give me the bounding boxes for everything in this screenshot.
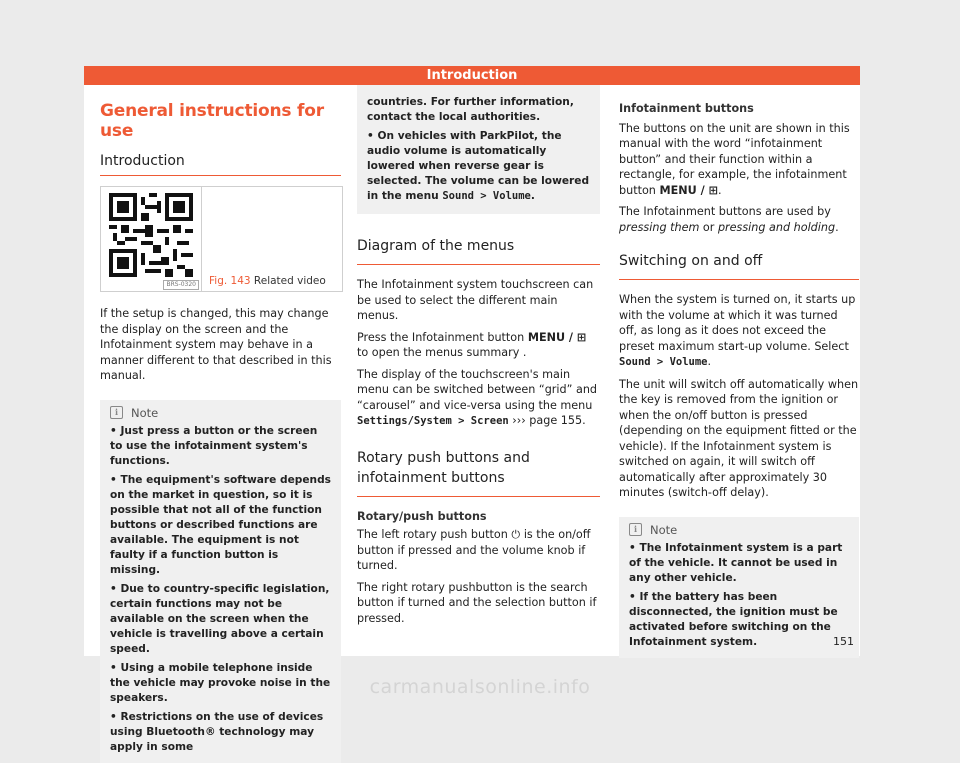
emphasis: pressing them: [619, 220, 700, 234]
text: The display of the touchscreen's main menu can be switched between “grid” and “carousel” and vice-versa using the menu: [357, 367, 598, 412]
paragraph: The Infotainment system touchscreen can be used to select the different main menus.: [357, 278, 594, 322]
paragraph: [619, 292, 859, 371]
section-title-switching: Switching on and off: [619, 251, 859, 280]
menu-button-label: MENU / ⊞: [527, 330, 587, 344]
menu-path: Settings/System > Screen: [357, 415, 509, 427]
paragraph: The right rotary pushbutton is the search button if turned and the selection button if pressed.: [357, 580, 597, 625]
column-right: [619, 85, 859, 658]
paragraph: [357, 527, 600, 574]
column-left: [100, 85, 341, 763]
sub-heading: Rotary/push buttons: [357, 509, 487, 523]
text: When the system is turned on, it starts up with the volume at which it was turned off, as long as it does not exceed the preset maximum start-up volume. Select: [619, 293, 856, 353]
paragraph: The unit will switch off automatically when the key is removed from the ignition or when the on/off button is pressed (depending on the equipment fitted or the vehicle). If the Infotainment system is switched on again, it will switch off automatically after approximately 30 minutes (switch-off delay).: [619, 377, 859, 499]
note-item: • Due to country-specific legislation, certain functions may not be available on the screen when the vehicle is travelling above a certain speed.: [110, 582, 330, 655]
qr-code-panel[interactable]: [101, 187, 202, 291]
text: to open the menus summary .: [357, 346, 527, 359]
menu-path: Sound > Volume: [619, 356, 708, 368]
note-box: [619, 517, 859, 658]
menu-path: Sound > Volume: [442, 190, 531, 202]
text: The Infotainment buttons are used by: [619, 205, 831, 218]
text: is the on/off button if pressed and the volume knob if turned.: [357, 528, 591, 572]
note-item-text: The equipment's software depends on the market in question, so it is possible that not all of the function buttons or described functions are available. The equipment is not faulty if a function button is missing.: [110, 473, 331, 576]
note-label: Note: [650, 522, 678, 537]
watermark: carmanualsonline.info: [369, 676, 591, 698]
figure-video[interactable]: [100, 186, 343, 292]
paragraph: [357, 367, 600, 430]
figure-caption-text: Related video: [253, 275, 326, 287]
note-label: Note: [131, 405, 159, 420]
punctuation: .: [707, 355, 712, 368]
note-item-text: Due to country-specific legislation, certain functions may not be available on the screen when the vehicle is travelling above a certain speed.: [110, 582, 330, 655]
note-item-text: The Infotainment system is a part of the vehicle. It cannot be used in any other vehicle.: [629, 541, 843, 584]
punctuation: .: [582, 414, 586, 427]
note-item-text: On vehicles with ParkPilot, the audio volume is automatically lowered when reverse gear is selected. The volume can be lowered in the menu: [367, 130, 590, 202]
info-icon: i: [629, 523, 642, 536]
punctuation: .: [835, 220, 839, 234]
text: Press the Infotainment button: [357, 330, 525, 344]
main-title: General instructions for use: [100, 101, 324, 141]
page-header: Introduction: [84, 66, 860, 85]
section-title-rotary: Rotary push buttons and infotainment buttons: [357, 448, 600, 497]
intro-paragraph: If the setup is changed, this may change the display on the screen and the Infotainment system may behave in a manner different to that described in this manual.: [100, 307, 332, 382]
emphasis: pressing and holding: [717, 220, 836, 234]
column-middle: [357, 85, 600, 626]
paragraph: [619, 121, 859, 199]
info-icon: i: [110, 406, 123, 419]
note-item: • If the battery has been disconnected, the ignition must be activated before switching on the Infotainment system.: [629, 590, 838, 648]
section-title-menus: Diagram of the menus: [357, 236, 600, 265]
text: or: [702, 220, 715, 234]
punctuation: .: [717, 183, 722, 197]
note-item-text: Just press a button or the screen to use the infotainment system's functions.: [110, 424, 318, 467]
menu-button-label: MENU / ⊞: [659, 183, 718, 197]
note-box: [100, 400, 341, 763]
paragraph: [357, 330, 600, 361]
note-item: • Just press a button or the screen to use the infotainment system's functions.: [110, 424, 318, 467]
note-item-continued: countries. For further information, contact the local authorities.: [367, 96, 574, 123]
page-reference-link[interactable]: ››› page 155: [512, 414, 583, 427]
page-number: 151: [833, 635, 854, 648]
power-icon: ⏻: [511, 528, 521, 541]
note-item-text: Restrictions on the use of devices using Bluetooth® technology may apply in some: [110, 710, 324, 753]
note-item-text: Using a mobile telephone inside the vehicle may provoke noise in the speakers.: [110, 661, 331, 704]
note-header: [629, 523, 849, 537]
note-item: • Using a mobile telephone inside the vehicle may provoke noise in the speakers.: [110, 661, 331, 704]
note-item: • The Infotainment system is a part of the vehicle. It cannot be used in any other vehicle.: [629, 541, 843, 584]
note-item: • The equipment's software depends on the market in question, so it is possible that not all of the function buttons or described functions are available. The equipment is not faulty if a function button is missing.: [110, 473, 331, 576]
figure-number: Fig. 143: [209, 275, 251, 287]
qr-code-icon: [109, 193, 193, 277]
sub-heading: Infotainment buttons: [619, 102, 754, 115]
figure-caption: [209, 275, 326, 287]
note-item: • Restrictions on the use of devices using Bluetooth® technology may apply in some: [110, 710, 324, 753]
text: The buttons on the unit are shown in this manual with the word “infotainment button” and their function within a rectangle, for example, the infotainment button: [619, 121, 850, 197]
text: The left rotary push button: [357, 528, 508, 541]
figure-code: BRS-0320: [163, 280, 199, 290]
note-item-text: If the battery has been disconnected, the ignition must be activated before switching on the Infotainment system.: [629, 590, 838, 648]
paragraph: [619, 204, 859, 235]
note-header: [110, 406, 331, 420]
punctuation: .: [530, 190, 535, 202]
sub-title: Introduction: [100, 153, 341, 176]
note-item: • On vehicles with ParkPilot, the audio volume is automatically lowered when reverse gear is selected. The volume can be lowered in the menu Sound > Volume.: [367, 130, 590, 202]
note-box-continued: [357, 85, 600, 214]
